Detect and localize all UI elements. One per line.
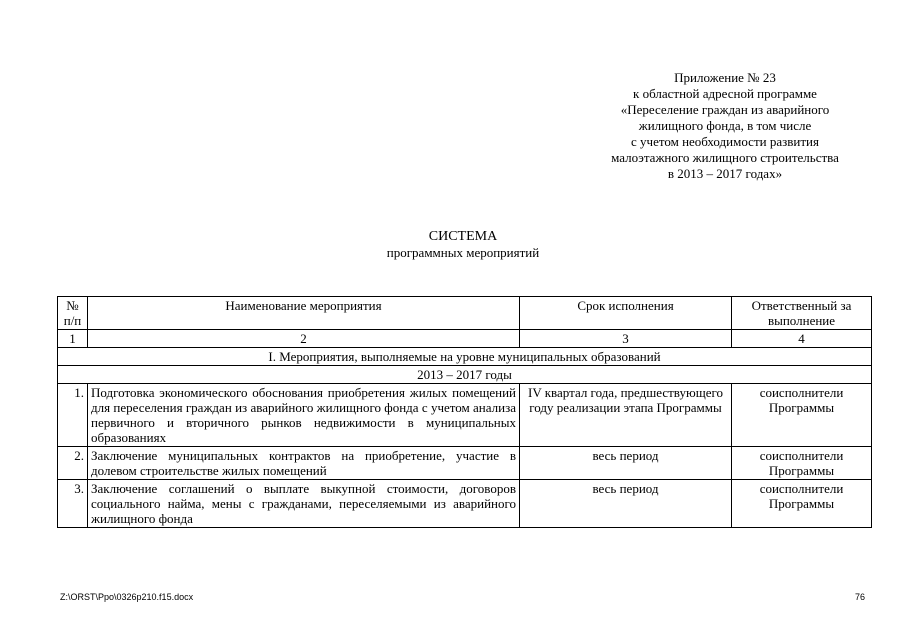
table-header-row [58, 297, 872, 330]
appendix-line: малоэтажного жилищного строительства [611, 150, 839, 165]
row-number: 3. [58, 480, 88, 528]
table-row [58, 447, 872, 480]
appendix-note [590, 70, 860, 182]
appendix-line: к областной адресной программе [633, 86, 817, 101]
row-term: IV квартал года, предшествующего году реализации этапа Программы [520, 384, 732, 447]
row-measure-name: Заключение муниципальных контрактов на приобретение, участие в долевом строительстве жилых помещений [88, 447, 520, 480]
footer-file-path: Z:\ORST\Ppo\0326p210.f15.docx [60, 592, 194, 602]
header-term: Срок исполнения [520, 297, 732, 330]
row-term: весь период [520, 447, 732, 480]
period-label: 2013 – 2017 годы [58, 366, 872, 384]
page-number: 76 [855, 592, 866, 602]
document-title: СИСТЕМА [428, 229, 498, 244]
appendix-line: Приложение № 23 [674, 70, 776, 85]
section-title: I. Мероприятия, выполняемые на уровне муниципальных образований [58, 348, 872, 366]
header-name: Наименование мероприятия [88, 297, 520, 330]
row-number: 1. [58, 384, 88, 447]
appendix-line: «Переселение граждан из аварийного [620, 102, 830, 117]
row-responsible: соисполнители Программы [732, 480, 872, 528]
row-measure-name: Подготовка экономического обоснования приобретения жилых помещений для переселения граждан из аварийного жилищного фонда с учетом анализа первичного и вторичного рынков недвижимости в муниципальных образованиях [88, 384, 520, 447]
column-number: 2 [88, 330, 520, 348]
row-measure-name: Заключение соглашений о выплате выкупной стоимости, договоров социального найма, мены с гражданами, переселяемыми из аварийного жилищного фонда [88, 480, 520, 528]
section-title-row [58, 348, 872, 366]
table-row [58, 480, 872, 528]
document-subtitle: программных мероприятий [386, 245, 540, 260]
row-number: 2. [58, 447, 88, 480]
column-number: 3 [520, 330, 732, 348]
row-responsible: соисполнители Программы [732, 447, 872, 480]
appendix-line: в 2013 – 2017 годах» [667, 166, 783, 181]
header-responsible: Ответственный за выполнение [732, 297, 872, 330]
appendix-line: жилищного фонда, в том числе [638, 118, 812, 133]
table-row [58, 384, 872, 447]
period-row [58, 366, 872, 384]
row-responsible: соисполнители Программы [732, 384, 872, 447]
row-term: весь период [520, 480, 732, 528]
column-number-row [58, 330, 872, 348]
column-number: 4 [732, 330, 872, 348]
measures-table [57, 296, 872, 528]
column-number: 1 [58, 330, 88, 348]
header-num: № п/п [58, 297, 88, 330]
document-heading [0, 228, 905, 261]
appendix-line: с учетом необходимости развития [631, 134, 819, 149]
